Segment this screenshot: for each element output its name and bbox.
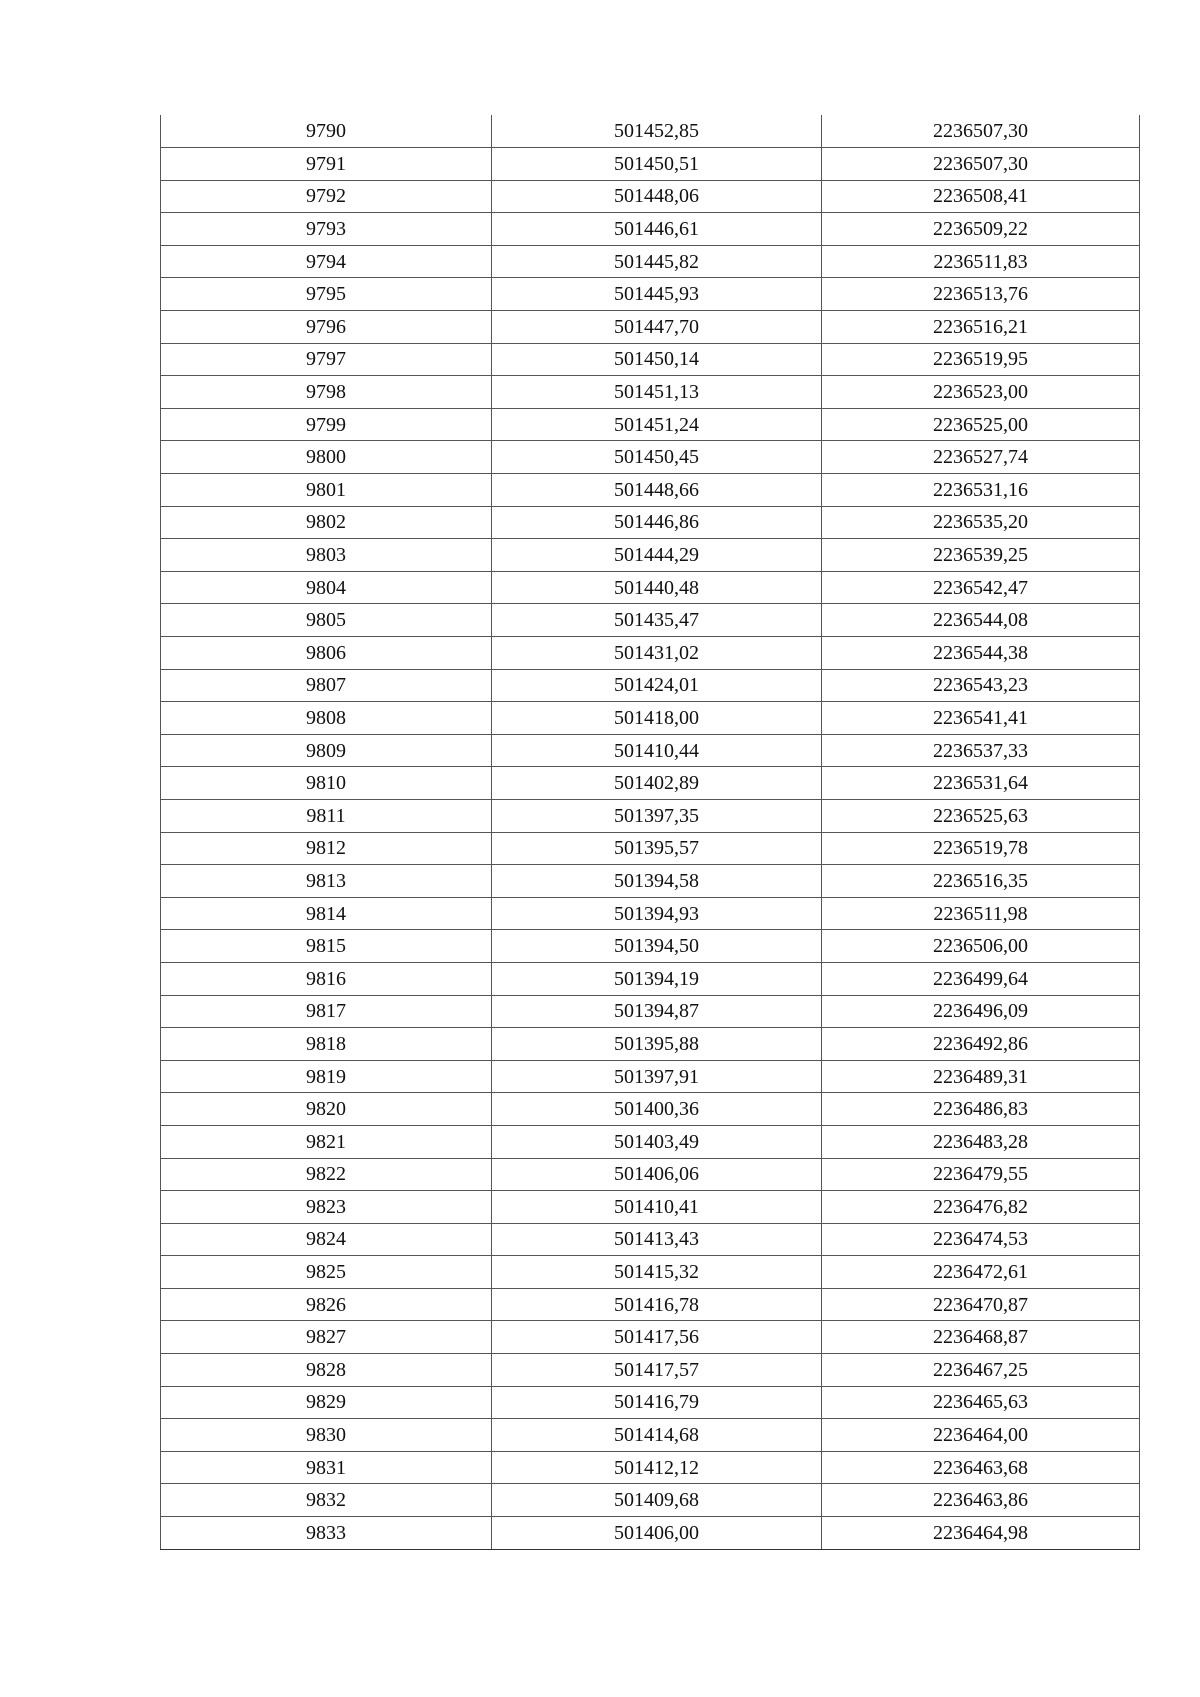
x-coordinate-cell: 501450,45 — [492, 441, 822, 474]
table-row — [161, 571, 1140, 604]
point-number-cell: 9822 — [161, 1158, 492, 1191]
x-coordinate-cell: 501406,00 — [492, 1517, 822, 1550]
y-coordinate-cell: 2236541,41 — [822, 702, 1140, 735]
x-coordinate-cell: 501424,01 — [492, 669, 822, 702]
coordinates-table-body — [161, 115, 1140, 1549]
table-row — [161, 1125, 1140, 1158]
x-coordinate-cell: 501451,13 — [492, 376, 822, 409]
point-number-cell: 9792 — [161, 180, 492, 213]
y-coordinate-cell: 2236544,08 — [822, 604, 1140, 637]
x-coordinate-cell: 501417,56 — [492, 1321, 822, 1354]
y-coordinate-cell: 2236508,41 — [822, 180, 1140, 213]
x-coordinate-cell: 501395,57 — [492, 832, 822, 865]
x-coordinate-cell: 501450,14 — [492, 343, 822, 376]
table-row — [161, 1256, 1140, 1289]
point-number-cell: 9805 — [161, 604, 492, 637]
point-number-cell: 9799 — [161, 408, 492, 441]
table-row — [161, 1386, 1140, 1419]
y-coordinate-cell: 2236531,16 — [822, 474, 1140, 507]
point-number-cell: 9826 — [161, 1288, 492, 1321]
table-row — [161, 767, 1140, 800]
table-row — [161, 604, 1140, 637]
point-number-cell: 9807 — [161, 669, 492, 702]
x-coordinate-cell: 501444,29 — [492, 539, 822, 572]
table-row — [161, 930, 1140, 963]
x-coordinate-cell: 501416,78 — [492, 1288, 822, 1321]
y-coordinate-cell: 2236464,98 — [822, 1517, 1140, 1550]
point-number-cell: 9829 — [161, 1386, 492, 1419]
x-coordinate-cell: 501448,06 — [492, 180, 822, 213]
point-number-cell: 9827 — [161, 1321, 492, 1354]
x-coordinate-cell: 501397,91 — [492, 1060, 822, 1093]
point-number-cell: 9797 — [161, 343, 492, 376]
x-coordinate-cell: 501397,35 — [492, 799, 822, 832]
point-number-cell: 9798 — [161, 376, 492, 409]
x-coordinate-cell: 501435,47 — [492, 604, 822, 637]
x-coordinate-cell: 501410,41 — [492, 1191, 822, 1224]
y-coordinate-cell: 2236507,30 — [822, 115, 1140, 148]
table-row — [161, 115, 1140, 148]
table-row — [161, 1028, 1140, 1061]
table-row — [161, 962, 1140, 995]
y-coordinate-cell: 2236486,83 — [822, 1093, 1140, 1126]
point-number-cell: 9833 — [161, 1517, 492, 1550]
y-coordinate-cell: 2236537,33 — [822, 734, 1140, 767]
x-coordinate-cell: 501452,85 — [492, 115, 822, 148]
table-row — [161, 311, 1140, 344]
table-row — [161, 995, 1140, 1028]
table-row — [161, 539, 1140, 572]
x-coordinate-cell: 501394,58 — [492, 865, 822, 898]
table-row — [161, 1321, 1140, 1354]
y-coordinate-cell: 2236542,47 — [822, 571, 1140, 604]
point-number-cell: 9795 — [161, 278, 492, 311]
x-coordinate-cell: 501409,68 — [492, 1484, 822, 1517]
table-row — [161, 734, 1140, 767]
table-row — [161, 702, 1140, 735]
table-row — [161, 180, 1140, 213]
x-coordinate-cell: 501418,00 — [492, 702, 822, 735]
point-number-cell: 9815 — [161, 930, 492, 963]
x-coordinate-cell: 501413,43 — [492, 1223, 822, 1256]
x-coordinate-cell: 501406,06 — [492, 1158, 822, 1191]
table-row — [161, 506, 1140, 539]
table-row — [161, 1517, 1140, 1550]
y-coordinate-cell: 2236468,87 — [822, 1321, 1140, 1354]
point-number-cell: 9816 — [161, 962, 492, 995]
table-row — [161, 799, 1140, 832]
table-row — [161, 213, 1140, 246]
table-row — [161, 278, 1140, 311]
x-coordinate-cell: 501415,32 — [492, 1256, 822, 1289]
y-coordinate-cell: 2236511,83 — [822, 245, 1140, 278]
table-row — [161, 1223, 1140, 1256]
y-coordinate-cell: 2236525,63 — [822, 799, 1140, 832]
y-coordinate-cell: 2236544,38 — [822, 637, 1140, 670]
x-coordinate-cell: 501431,02 — [492, 637, 822, 670]
y-coordinate-cell: 2236519,95 — [822, 343, 1140, 376]
y-coordinate-cell: 2236463,86 — [822, 1484, 1140, 1517]
point-number-cell: 9801 — [161, 474, 492, 507]
x-coordinate-cell: 501450,51 — [492, 148, 822, 181]
point-number-cell: 9831 — [161, 1451, 492, 1484]
point-number-cell: 9811 — [161, 799, 492, 832]
y-coordinate-cell: 2236479,55 — [822, 1158, 1140, 1191]
x-coordinate-cell: 501417,57 — [492, 1354, 822, 1387]
point-number-cell: 9806 — [161, 637, 492, 670]
table-row — [161, 1191, 1140, 1224]
point-number-cell: 9823 — [161, 1191, 492, 1224]
x-coordinate-cell: 501416,79 — [492, 1386, 822, 1419]
y-coordinate-cell: 2236507,30 — [822, 148, 1140, 181]
point-number-cell: 9804 — [161, 571, 492, 604]
point-number-cell: 9793 — [161, 213, 492, 246]
table-row — [161, 637, 1140, 670]
point-number-cell: 9790 — [161, 115, 492, 148]
x-coordinate-cell: 501410,44 — [492, 734, 822, 767]
x-coordinate-cell: 501414,68 — [492, 1419, 822, 1452]
table-row — [161, 148, 1140, 181]
x-coordinate-cell: 501451,24 — [492, 408, 822, 441]
y-coordinate-cell: 2236467,25 — [822, 1354, 1140, 1387]
table-row — [161, 1451, 1140, 1484]
table-row — [161, 1354, 1140, 1387]
table-row — [161, 1288, 1140, 1321]
y-coordinate-cell: 2236464,00 — [822, 1419, 1140, 1452]
table-row — [161, 245, 1140, 278]
y-coordinate-cell: 2236535,20 — [822, 506, 1140, 539]
table-row — [161, 343, 1140, 376]
point-number-cell: 9828 — [161, 1354, 492, 1387]
x-coordinate-cell: 501394,93 — [492, 897, 822, 930]
y-coordinate-cell: 2236511,98 — [822, 897, 1140, 930]
y-coordinate-cell: 2236472,61 — [822, 1256, 1140, 1289]
x-coordinate-cell: 501395,88 — [492, 1028, 822, 1061]
y-coordinate-cell: 2236525,00 — [822, 408, 1140, 441]
x-coordinate-cell: 501394,87 — [492, 995, 822, 1028]
table-row — [161, 832, 1140, 865]
y-coordinate-cell: 2236539,25 — [822, 539, 1140, 572]
y-coordinate-cell: 2236531,64 — [822, 767, 1140, 800]
y-coordinate-cell: 2236516,21 — [822, 311, 1140, 344]
point-number-cell: 9832 — [161, 1484, 492, 1517]
x-coordinate-cell: 501445,93 — [492, 278, 822, 311]
y-coordinate-cell: 2236489,31 — [822, 1060, 1140, 1093]
x-coordinate-cell: 501446,86 — [492, 506, 822, 539]
point-number-cell: 9791 — [161, 148, 492, 181]
y-coordinate-cell: 2236527,74 — [822, 441, 1140, 474]
table-row — [161, 408, 1140, 441]
point-number-cell: 9824 — [161, 1223, 492, 1256]
point-number-cell: 9814 — [161, 897, 492, 930]
x-coordinate-cell: 501403,49 — [492, 1125, 822, 1158]
y-coordinate-cell: 2236513,76 — [822, 278, 1140, 311]
x-coordinate-cell: 501400,36 — [492, 1093, 822, 1126]
coordinates-table — [160, 115, 1140, 1550]
point-number-cell: 9825 — [161, 1256, 492, 1289]
y-coordinate-cell: 2236474,53 — [822, 1223, 1140, 1256]
table-row — [161, 1060, 1140, 1093]
point-number-cell: 9819 — [161, 1060, 492, 1093]
x-coordinate-cell: 501447,70 — [492, 311, 822, 344]
x-coordinate-cell: 501394,50 — [492, 930, 822, 963]
point-number-cell: 9796 — [161, 311, 492, 344]
point-number-cell: 9802 — [161, 506, 492, 539]
y-coordinate-cell: 2236483,28 — [822, 1125, 1140, 1158]
y-coordinate-cell: 2236516,35 — [822, 865, 1140, 898]
table-row — [161, 441, 1140, 474]
x-coordinate-cell: 501440,48 — [492, 571, 822, 604]
point-number-cell: 9830 — [161, 1419, 492, 1452]
point-number-cell: 9803 — [161, 539, 492, 572]
table-row — [161, 1158, 1140, 1191]
x-coordinate-cell: 501412,12 — [492, 1451, 822, 1484]
x-coordinate-cell: 501402,89 — [492, 767, 822, 800]
point-number-cell: 9818 — [161, 1028, 492, 1061]
point-number-cell: 9821 — [161, 1125, 492, 1158]
x-coordinate-cell: 501446,61 — [492, 213, 822, 246]
point-number-cell: 9820 — [161, 1093, 492, 1126]
y-coordinate-cell: 2236492,86 — [822, 1028, 1140, 1061]
table-row — [161, 376, 1140, 409]
point-number-cell: 9809 — [161, 734, 492, 767]
point-number-cell: 9800 — [161, 441, 492, 474]
table-row — [161, 474, 1140, 507]
table-row — [161, 1484, 1140, 1517]
y-coordinate-cell: 2236506,00 — [822, 930, 1140, 963]
point-number-cell: 9794 — [161, 245, 492, 278]
point-number-cell: 9817 — [161, 995, 492, 1028]
y-coordinate-cell: 2236543,23 — [822, 669, 1140, 702]
point-number-cell: 9813 — [161, 865, 492, 898]
point-number-cell: 9812 — [161, 832, 492, 865]
x-coordinate-cell: 501394,19 — [492, 962, 822, 995]
table-row — [161, 1419, 1140, 1452]
table-row — [161, 897, 1140, 930]
y-coordinate-cell: 2236509,22 — [822, 213, 1140, 246]
y-coordinate-cell: 2236523,00 — [822, 376, 1140, 409]
y-coordinate-cell: 2236499,64 — [822, 962, 1140, 995]
table-row — [161, 669, 1140, 702]
point-number-cell: 9810 — [161, 767, 492, 800]
table-row — [161, 1093, 1140, 1126]
point-number-cell: 9808 — [161, 702, 492, 735]
y-coordinate-cell: 2236496,09 — [822, 995, 1140, 1028]
y-coordinate-cell: 2236463,68 — [822, 1451, 1140, 1484]
y-coordinate-cell: 2236470,87 — [822, 1288, 1140, 1321]
y-coordinate-cell: 2236519,78 — [822, 832, 1140, 865]
x-coordinate-cell: 501445,82 — [492, 245, 822, 278]
y-coordinate-cell: 2236476,82 — [822, 1191, 1140, 1224]
y-coordinate-cell: 2236465,63 — [822, 1386, 1140, 1419]
x-coordinate-cell: 501448,66 — [492, 474, 822, 507]
table-row — [161, 865, 1140, 898]
